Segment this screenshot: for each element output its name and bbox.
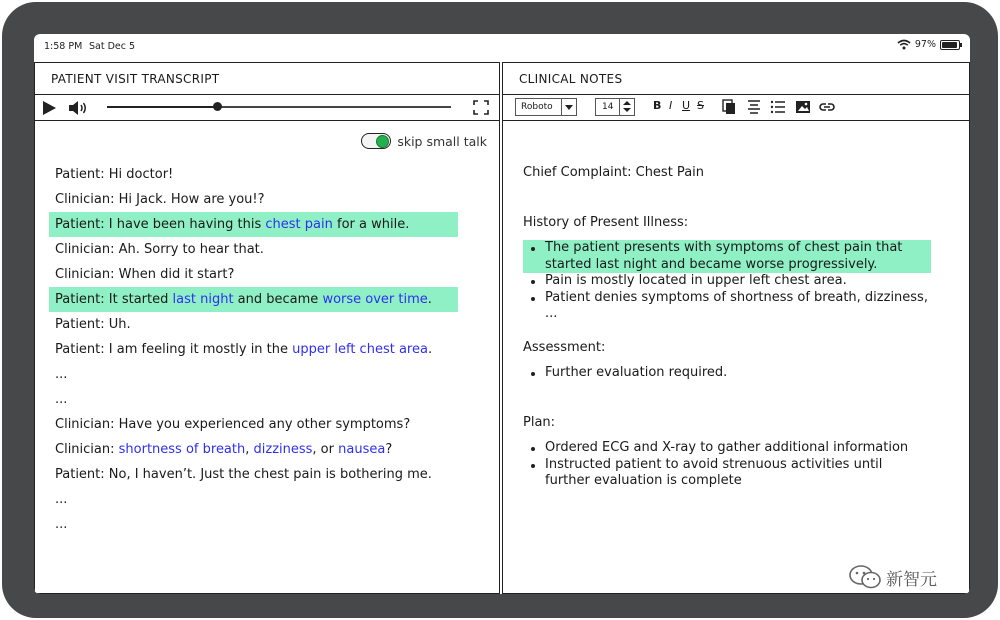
wifi-icon: [897, 39, 911, 50]
plan-list: [523, 440, 931, 490]
transcript-line: [49, 212, 458, 237]
hpi-item-text: Pain is mostly located in upper left chest area.: [545, 273, 847, 288]
list-item: [523, 440, 931, 457]
skip-small-talk-label: skip small talk: [397, 133, 487, 149]
watermark: [848, 564, 937, 590]
transcript-panel-title: PATIENT VISIT TRANSCRIPT: [35, 63, 499, 95]
status-date: Sat Dec 5: [89, 41, 136, 52]
list-item: [523, 273, 931, 290]
plan-heading: Plan:: [523, 415, 556, 430]
battery-fill: [942, 42, 957, 48]
transcript-text: Clinician: Hi Jack. How are you!?: [55, 192, 265, 207]
transcript-text: Clinician:: [55, 442, 119, 457]
transcript-list: [51, 162, 481, 537]
clinical-notes-panel: [502, 62, 970, 594]
list-item: [523, 290, 931, 323]
battery-icon: [940, 40, 960, 50]
transcript-panel: [34, 62, 500, 594]
list-item: [523, 240, 931, 273]
strikethrough-button[interactable]: S: [697, 99, 704, 112]
transcript-text: Patient: No, I haven’t. Just the chest pain is bothering me.: [55, 467, 432, 482]
copy-icon[interactable]: [721, 99, 737, 115]
audio-player: [35, 95, 499, 121]
align-center-icon[interactable]: [746, 99, 762, 115]
status-right: [897, 39, 960, 50]
editor-toolbar: [503, 95, 969, 121]
transcript-text: Patient: It started: [55, 292, 173, 307]
stepper-arrows-icon[interactable]: [619, 99, 634, 115]
transcript-text: ...: [55, 517, 68, 532]
assessment-list: [523, 365, 931, 382]
skip-small-talk-row: [361, 133, 487, 149]
keyword-highlight: upper left chest area: [292, 342, 428, 357]
transcript-line: [51, 512, 481, 537]
play-icon[interactable]: [43, 101, 56, 115]
list-item: [523, 457, 931, 490]
transcript-line: [51, 387, 481, 412]
transcript-text: ,: [245, 442, 254, 457]
transcript-line: [51, 262, 481, 287]
keyword-highlight: nausea: [338, 442, 386, 457]
link-icon[interactable]: [819, 99, 835, 115]
underline-button[interactable]: U: [682, 99, 691, 112]
transcript-line: [51, 187, 481, 212]
transcript-line: [51, 462, 481, 487]
bold-button[interactable]: B: [653, 99, 662, 112]
transcript-text: ...: [55, 392, 68, 407]
seek-bar[interactable]: [107, 106, 451, 108]
transcript-line: [51, 412, 481, 437]
font-family-select[interactable]: [515, 98, 577, 116]
transcript-line: [49, 287, 458, 312]
keyword-highlight: shortness of breath: [118, 442, 246, 457]
seek-handle[interactable]: [213, 102, 222, 111]
chevron-down-icon[interactable]: [561, 99, 576, 115]
hpi-item-text: Patient denies symptoms of shortness of breath, dizziness, ...: [545, 289, 928, 321]
transcript-line: [51, 487, 481, 512]
watermark-text: 新智元: [886, 569, 937, 590]
transcript-text: ...: [55, 367, 68, 382]
transcript-line: [51, 312, 481, 337]
transcript-text: Patient: Uh.: [55, 317, 131, 332]
plan-item-text: Ordered ECG and X-ray to gather additional information: [545, 440, 909, 455]
keyword-highlight: worse over time: [322, 292, 428, 307]
screen: [34, 34, 970, 594]
hpi-item-text: The patient presents with symptoms of chest pain that started last night and became worse progressively.: [545, 240, 903, 272]
image-icon[interactable]: [795, 99, 811, 115]
hpi-list: [523, 240, 931, 323]
transcript-text: Clinician: When did it start?: [55, 267, 235, 282]
transcript-line: [51, 337, 481, 362]
toggle-thumb: [376, 135, 389, 148]
font-size-stepper[interactable]: [595, 98, 635, 116]
volume-icon[interactable]: [68, 100, 88, 116]
hpi-heading: History of Present Illness:: [523, 215, 689, 230]
keyword-highlight: last night: [172, 292, 234, 307]
status-time: 1:58 PM: [44, 41, 83, 52]
font-family-value: Roboto: [521, 102, 553, 112]
transcript-text: Clinician: Ah. Sorry to hear that.: [55, 242, 264, 257]
transcript-text: ...: [55, 492, 68, 507]
transcript-text: Patient: I am feeling it mostly in the: [55, 342, 293, 357]
transcript-text: for a while.: [332, 217, 410, 232]
list-item: [523, 365, 931, 382]
wechat-logo-icon: [848, 564, 882, 590]
plan-item-text: Instructed patient to avoid strenuous activities until further evaluation is complete: [545, 456, 883, 488]
transcript-text: , or: [312, 442, 339, 457]
transcript-line: [51, 237, 481, 262]
tablet-frame: [2, 2, 998, 618]
transcript-text: ?: [385, 442, 393, 457]
transcript-text: Patient: I have been having this: [55, 217, 266, 232]
seek-progress: [107, 106, 217, 108]
chief-complaint: Chief Complaint: Chest Pain: [523, 165, 705, 180]
italic-button[interactable]: I: [669, 99, 673, 112]
transcript-text: Patient: Hi doctor!: [55, 167, 174, 182]
keyword-highlight: dizziness: [253, 442, 313, 457]
battery-percent: 97%: [914, 39, 936, 50]
clinical-notes-title: CLINICAL NOTES: [503, 63, 969, 95]
skip-small-talk-toggle[interactable]: [361, 133, 391, 149]
transcript-line: [51, 162, 481, 187]
assessment-heading: Assessment:: [523, 340, 606, 355]
transcript-text: and became: [233, 292, 323, 307]
list-icon[interactable]: [770, 99, 786, 115]
keyword-highlight: chest pain: [265, 217, 333, 232]
assessment-item-text: Further evaluation required.: [545, 365, 728, 380]
font-size-value: 14: [602, 102, 614, 112]
transcript-line: [51, 437, 481, 462]
transcript-text: .: [427, 342, 433, 357]
transcript-text: Clinician: Have you experienced any other symptoms?: [55, 417, 411, 432]
transcript-line: [51, 362, 481, 387]
status-bar: [34, 34, 970, 58]
fullscreen-icon[interactable]: [473, 100, 489, 115]
transcript-text: .: [427, 292, 432, 307]
